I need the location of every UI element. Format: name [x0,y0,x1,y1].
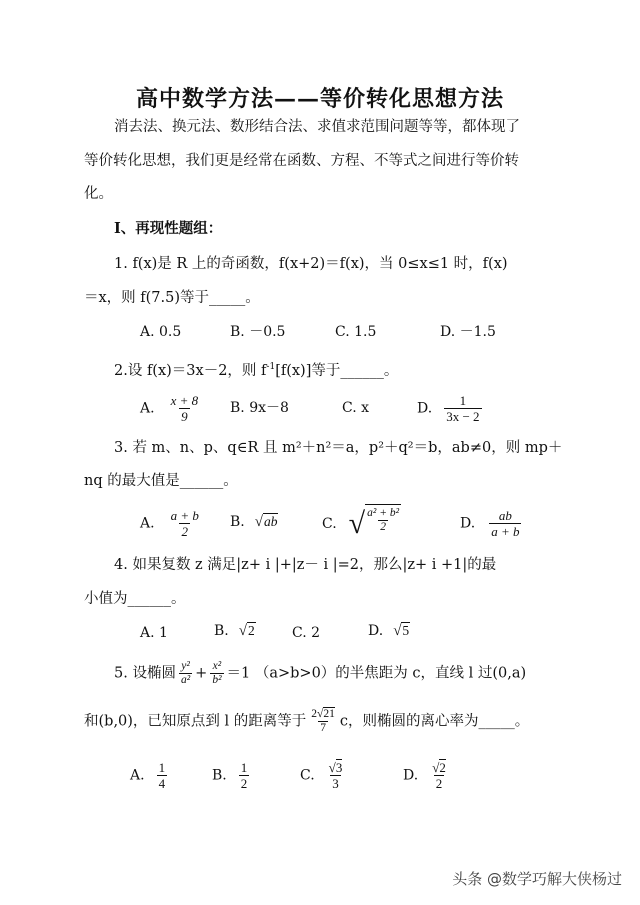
q5-dist-fraction [309,708,337,735]
q4-d-label: D. [368,623,384,639]
q5-option-d [403,760,451,791]
q5-f1-num: y² [181,660,190,672]
q5-line2-post: c，则椭圆的离心率为_____。 [339,713,530,730]
q5-f2-num: x² [212,660,222,672]
q3-line-2: nq 的最大值是______。 [84,473,238,489]
q3-c-den: 2 [380,521,386,533]
q3-b-radicand: ab [263,514,278,529]
q5-line2-pre: 和(b,0)，已知原点到 l 的距离等于 [84,713,307,730]
q5-c-num: √3 [328,760,343,775]
q5-plus: + [195,665,208,682]
q3-option-b [230,512,278,532]
q3-option-a [140,508,204,539]
q2-pre: 2.设 f(x)＝3x－2，则 f [114,362,267,379]
q5-a-label: A. [130,767,145,784]
q3-option-d [460,508,524,539]
q3-line-1: 3. 若 m、n、p、q∈R 且 m²＋n²＝a，p²＋q²＝b，ab≠0，则 mp＋ [114,440,563,456]
q5-f1-den: a² [180,674,191,686]
q5-line-2 [84,708,529,735]
q5-a-fraction [157,760,168,791]
q5-line-1 [114,660,526,687]
q5-f2-den: b² [212,674,222,686]
q3-option-c [322,504,401,544]
intro-line-3: 化。 [84,186,113,202]
q5-d-num: √2 [432,760,446,775]
q4-option-b [214,621,256,641]
q5-a-den: 4 [158,776,166,791]
q5-a-num: 1 [158,760,166,775]
q3-d-den: a + b [491,524,520,539]
q3-a-label: A. [140,515,155,532]
q1-option-b: B. －0.5 [230,324,286,340]
q5-dist-num: 2√21 [311,708,335,720]
q1-line-1: 1. f(x)是 R 上的奇函数，f(x+2)＝f(x)，当 0≤x≤1 时，f(x) [114,256,508,272]
q4-line-1: 4. 如果复数 z 满足|z+ i |+|z－ i |=2，那么|z+ i +1|的最 [114,557,497,573]
q2-line [114,357,398,381]
q5-dist-coef: 2 [311,708,318,720]
q5-dist-radicand: 21 [323,708,335,720]
q5-d-den: 2 [435,776,443,791]
q3-c-num: a² + b² [367,507,400,519]
q5-b-den: 2 [240,776,248,791]
q2-a-fraction [169,393,201,424]
q4-option-d [368,621,410,641]
q4-option-c: C. 2 [292,625,321,641]
q3-d-fraction [489,508,521,539]
q5-c-den: 3 [332,776,339,791]
q5-fraction-1 [179,660,192,687]
q3-c-label: C. [322,516,337,532]
q2-option-a [140,393,203,424]
q2-d-num: 1 [459,393,467,408]
q5-c-radicand: 3 [335,760,343,775]
q5-option-c [300,760,347,791]
q3-d-label: D. [460,515,476,532]
q2-post: [f(x)]等于______。 [275,362,399,379]
q4-b-sqrt: √ 2 [238,623,255,639]
intro-line-1: 消去法、换元法、数形结合法、求值求范围问题等等，都体现了 [114,119,520,135]
q5-d-label: D. [403,767,419,784]
q2-option-b: B. 9x－8 [230,400,289,416]
q2-sup: -1 [266,362,276,372]
q2-a-label: A. [140,400,155,417]
q3-c-sqrt: √ $\frac{\text{a² + b²}}{2}$ [349,504,401,544]
watermark: 头条 @数学巧解大侠杨过 [452,870,622,888]
q3-d-num: ab [498,508,512,523]
q5-c-fraction [327,760,345,791]
q3-b-sqrt: √ ab [254,514,278,530]
q1-line-2: ＝x，则 f(7.5)等于_____。 [84,290,260,306]
q1-option-c: C. 1.5 [335,324,377,340]
q5-dist-den: 7 [320,722,326,734]
q1-option-d: D. －1.5 [440,324,496,340]
q2-d-den: 3x − 2 [446,409,480,424]
q4-option-a: A. 1 [140,625,168,641]
q3-a-den: 2 [181,524,188,539]
intro-line-2: 等价转化思想，我们更是经常在函数、方程、不等式之间进行等价转 [84,153,519,169]
q2-option-c: C. x [342,400,370,416]
page-title: 高中数学方法——等价转化思想方法 [135,86,504,112]
q4-line-2: 小值为______。 [84,591,186,607]
q4-d-sqrt: √ 5 [393,623,410,639]
q5-pre: 5. 设椭圆 [114,665,176,682]
q5-d-fraction [430,760,448,791]
q5-b-fraction [239,760,250,791]
q5-b-label: B. [212,767,227,784]
q5-d-radicand: 2 [439,760,446,775]
q2-a-den: 9 [181,409,188,424]
q4-b-label: B. [214,623,229,639]
q5-option-b [212,760,252,791]
q5-post: ＝1 （a>b>0）的半焦距为 c，直线 l 过(0,a) [226,665,527,682]
q5-fraction-2 [210,660,223,687]
q2-a-num: x + 8 [170,393,199,408]
q5-c-label: C. [300,767,315,784]
q2-d-label: D. [417,400,433,417]
q3-b-label: B. [230,514,245,530]
q4-d-radicand: 5 [402,623,410,638]
q3-c-fraction [365,504,401,544]
q4-b-radicand: 2 [247,623,255,638]
q1-option-a: A. 0.5 [140,324,182,340]
q3-a-fraction [169,508,201,539]
q5-option-a [130,760,170,791]
q2-d-fraction [444,393,481,424]
q2-option-d [417,393,485,424]
q3-a-num: a + b [170,508,199,523]
q5-b-num: 1 [240,760,248,775]
section-heading: Ⅰ、再现性题组： [114,220,223,237]
